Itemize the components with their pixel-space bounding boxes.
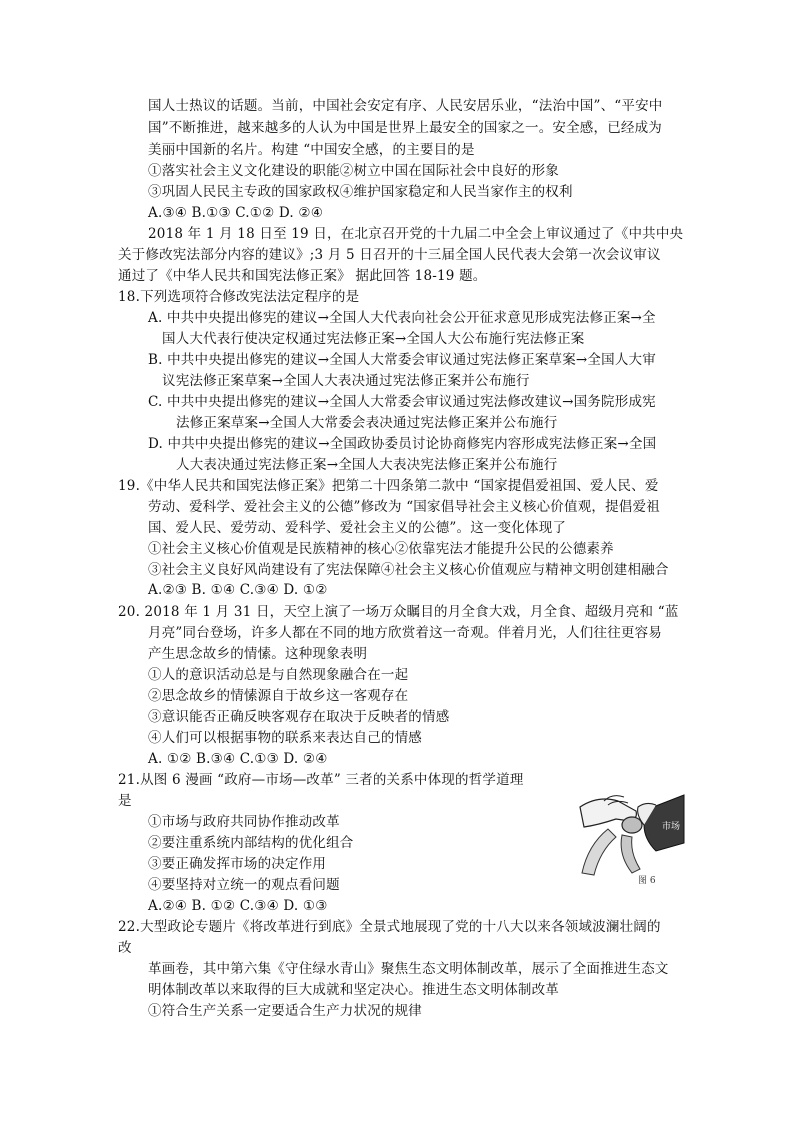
handshake-cartoon-illustration [578, 785, 686, 877]
option-c-cont: 法修正案草案→全国人大常委会表决通过宪法修正案并公布施行 [176, 415, 558, 431]
text-line: 革画卷，其中第六集《守住绿水青山》聚焦生态文明体制改革，展示了全面推进生态文 [148, 961, 669, 977]
text-line: ③意识能否正确反映客观存在取决于反映者的情感 [148, 709, 450, 725]
text-line: 是 [118, 793, 132, 809]
text-line: 关于修改宪法部分内容的建议》;3 月 5 日召开的十三届全国人民代表大会第一次会议审议 [118, 247, 661, 263]
option-d-cont: 人大表决通过宪法修正案→全国人大表决宪法修正案并公布施行 [176, 457, 558, 473]
text-line: 国人士热议的话题。当前，中国社会安定有序、人民安居乐业，“法治中国”、“平安中 [148, 98, 663, 114]
answer-options: A.③④ B.①③ C.①② D. ②④ [148, 205, 324, 221]
text-line: ①市场与政府共同协作推动改革 [148, 814, 340, 830]
text-line: 改 [118, 940, 132, 956]
option-b-cont: 议宪法修正案草案→全国人大表决通过宪法修正案并公布施行 [162, 373, 530, 389]
question-22: 22.大型政论专题片《将改革进行到底》全景式地展现了党的十八大以来各领域波澜壮阔的 [118, 919, 661, 935]
text-line: 国”不断推进，越来越多的人认为中国是世界上最安全的国家之一。安全感，已经成为 [148, 120, 663, 136]
cartoon-figure-6 [578, 785, 686, 889]
text-line: ②要注重系统内部结构的优化组合 [148, 835, 354, 851]
text-line: 国、爱人民、爱劳动、爱科学、爱社会主义的公德”。这一变化体现了 [148, 520, 567, 536]
text-line: ③社会主义良好风尚建设有了宪法保障④社会主义核心价值观应与精神文明创建相融合 [148, 562, 669, 578]
text-line: 明体制改革以来取得的巨大成就和坚定决心。推进生态文明体制改革 [148, 982, 559, 998]
text-line: ①社会主义核心价值观是民族精神的核心②依靠宪法才能提升公民的公德素养 [148, 541, 614, 557]
question-21: 21.从图 6 漫画 “政府—市场—改革” 三者的关系中体现的哲学道理 [118, 772, 524, 788]
text-line: 月亮”同台登场，许多人都在不同的地方欣赏着这一奇观。伴着月光，人们往往更容易 [148, 625, 663, 641]
figure-caption: 图 6 [638, 876, 656, 886]
answer-options: A.②④ B. ①② C.③④ D. ①③ [148, 898, 328, 914]
text-line: 劳动、爱科学、爱社会主义的公德”修改为 “国家倡导社会主义核心价值观，提倡爱祖 [148, 499, 660, 515]
option-d: D. 中共中央提出修宪的建议→全国政协委员讨论协商修宪内容形成宪法修正案→全国 [148, 436, 657, 452]
sleeve-label: 市场 [662, 822, 681, 832]
question-19: 19.《中华人民共和国宪法修正案》把第二十四条第二款中 “国家提倡爱祖国、爱人民、爱 [118, 478, 659, 494]
text-line: ③巩固人民民主专政的国家政权④维护国家稳定和人民当家作主的权利 [148, 184, 573, 200]
option-a: A. 中共中央提出修宪的建议→全国人大代表向社会公开征求意见形成宪法修正案→全 [148, 310, 656, 326]
answer-options: A. ①② B.③④ C.①③ D. ②④ [148, 751, 328, 767]
text-line: 美丽中国新的名片。构建 “中国安全感，的主要目的是 [148, 142, 475, 158]
text-line: ①符合生产关系一定要适合生产力状况的规律 [148, 1003, 422, 1019]
text-line: 产生思念故乡的情愫。这种现象表明 [148, 646, 368, 662]
answer-options: A.②③ B. ①④ C.③④ D. ①② [148, 582, 328, 598]
text-line: ②思念故乡的情愫源自于故乡这一客观存在 [148, 688, 409, 704]
text-line: ①人的意识活动总是与自然现象融合在一起 [148, 667, 409, 683]
option-b: B. 中共中央提出修宪的建议→全国人大常委会审议通过宪法修正案草案→全国人大审 [148, 352, 656, 368]
question-18: 18.下列选项符合修改宪法法定程序的是 [118, 289, 360, 305]
text-line: ③要正确发挥市场的决定作用 [148, 856, 327, 872]
text-line: ④要坚持对立统一的观点看问题 [148, 877, 340, 893]
question-20: 20. 2018 年 1 月 31 日，天空上演了一场万众瞩目的月全食大戏，月全食、超级月亮和 “蓝 [118, 604, 679, 620]
option-a-cont: 国人大代表行使决定权通过宪法修正案→全国人大公布施行宪法修正案 [162, 331, 585, 347]
text-line: 通过了《中华人民共和国宪法修正案》 据此回答 18-19 题。 [118, 268, 487, 284]
text-line: 2018 年 1 月 18 日至 19 日，在北京召开党的十九届二中全会上审议通过了《中共中央 [148, 226, 684, 242]
option-c: C. 中共中央提出修宪的建议→全国人大常委会审议通过宪法修改建议→国务院形成宪 [148, 394, 656, 410]
text-line: ④人们可以根据事物的联系来表达自己的情感 [148, 730, 422, 746]
text-line: ①落实社会主义文化建设的职能②树立中国在国际社会中良好的形象 [148, 163, 559, 179]
